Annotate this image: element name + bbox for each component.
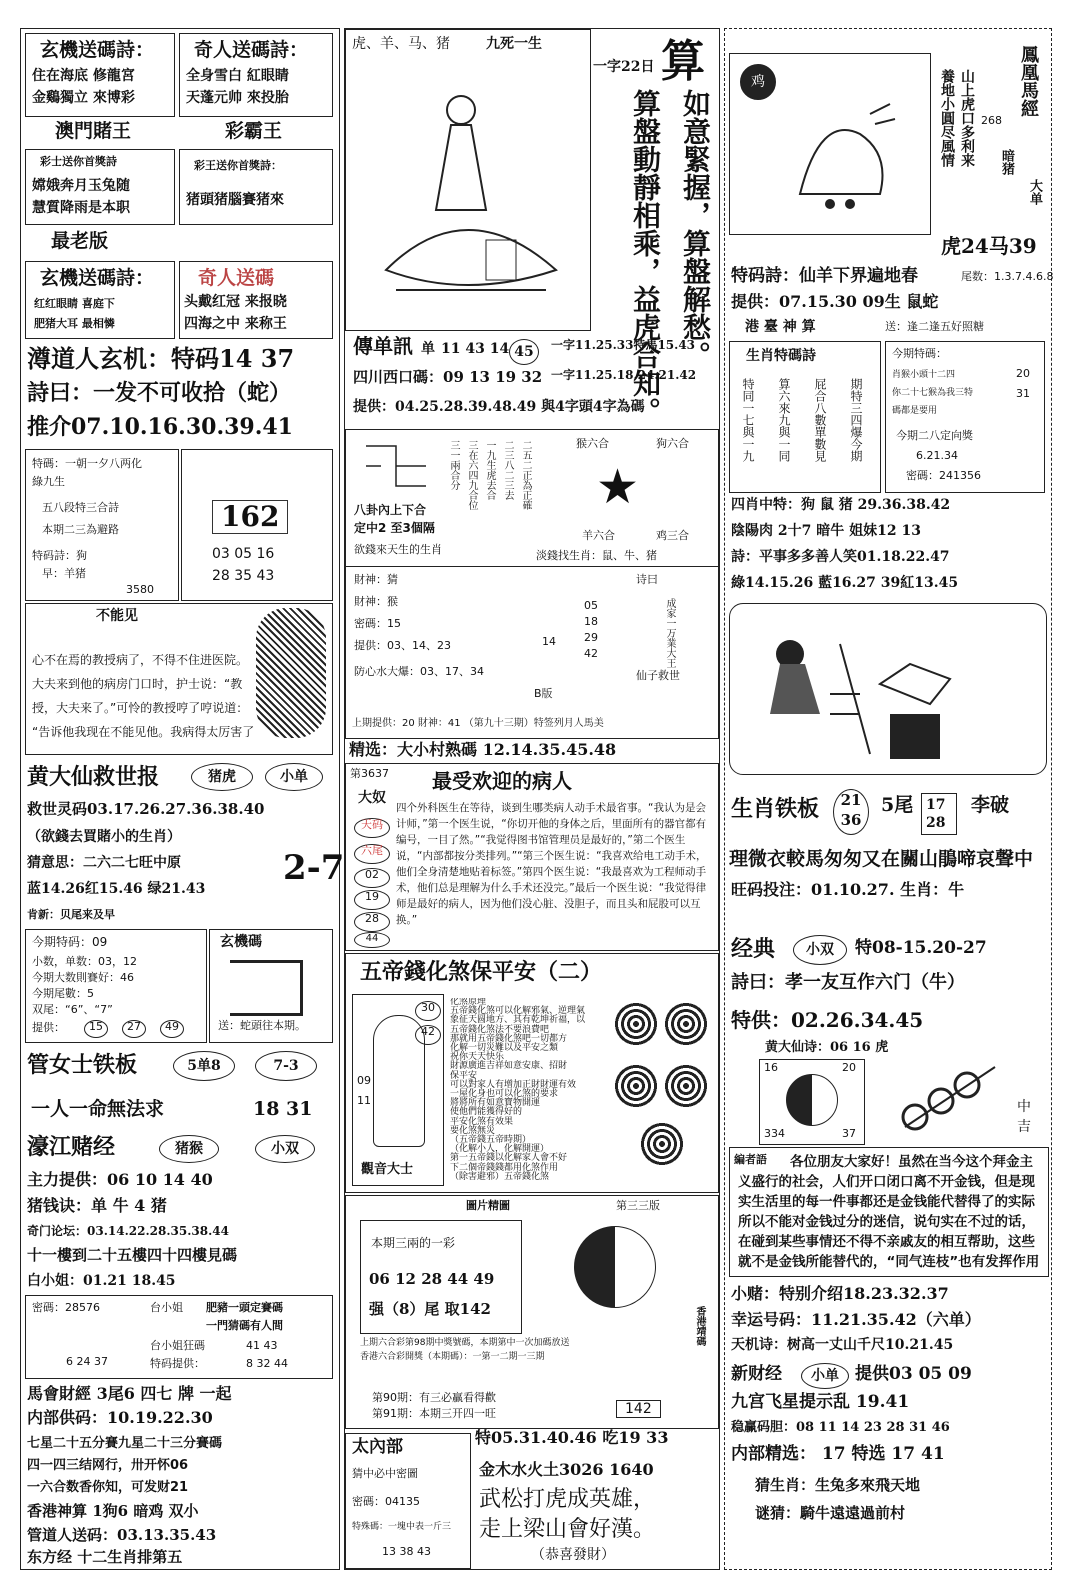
jinqi-title: 今期特码：09 — [32, 935, 108, 949]
jingdian-line3: 黄大仙诗：06 16 虎 — [765, 1040, 889, 1055]
coin-image-4 — [664, 1064, 708, 1108]
story-title: 不能见 — [96, 608, 138, 624]
coin-image-3 — [614, 1064, 658, 1108]
top-right-label: 猴六合 — [576, 437, 609, 450]
nvshi-badge-3: 猪猴 — [159, 1135, 219, 1163]
four-l3: 詩：平事多多善人笑01.18.22.47 — [731, 549, 950, 565]
rooster-image-box — [729, 53, 931, 235]
taiyu-blessing: （恭喜發財） — [531, 1547, 615, 1563]
jingdian-line2: 特供：02.26.34.45 — [731, 1008, 924, 1032]
right-big: 大单 — [1027, 179, 1042, 205]
monk-drawing — [750, 624, 1030, 764]
jinqi-line3: 今期尾數：5 — [32, 987, 94, 1000]
daoren-line1: 澊道人玄机：特码14 37 — [27, 344, 295, 373]
jingdian-line1: 詩曰：孝一友互作六门（牛） — [731, 972, 965, 993]
wudi-line: （五帝錢五帝時期） — [450, 1135, 532, 1146]
taiyu-right-2: 武松打虎成英雄， — [479, 1487, 656, 1512]
wudi-line: 財源廣進吉祥如意安康、招財 — [450, 1061, 568, 1072]
xuanji-glyph — [230, 960, 303, 1016]
jingxuan-para: 四个外科医生在等待，谈到生哪类病人动手术最省事。“我认为是会计师，”第一个医生说，“你切开他的身体之后，里面所有的器官都有编号，一目了然。”“我觉得图书馆管理员是最好的，”第二个医生说，“内部都按分类排列。”“第三个医生说：“我喜欢给电工动手术，他们全身清楚地贴着标签。”第四个医生说：“我最喜欢为工程师动手术，他们总是理解为什么手术还没完。”最后一个医生说：“我觉得律师是最好的病人，因为他们没心脏、没胆子，而且头和屁股可以互换。” — [396, 802, 707, 926]
bottom-l1: 馬會財經 3尾6 四七 牌 一起 — [27, 1384, 232, 1403]
poem-box-1 — [25, 33, 175, 117]
huang-num: 2-7 — [283, 848, 345, 888]
gold-2: 吉 — [1017, 1119, 1031, 1135]
rb-l3: 天机诗：树高一丈山千尺10.21.45 — [731, 1337, 954, 1353]
wudi-line: 象征天圆地方、其有乾坤祈福，以 — [450, 1015, 586, 1026]
poem-box-6 — [179, 261, 333, 339]
tieban-n3: 17 28 — [921, 793, 957, 835]
jq-n1: 20 — [1016, 367, 1030, 380]
bottom-l3: 七星二十五分賽九星二十三分賽碼 — [27, 1436, 223, 1451]
coin-image-1 — [614, 1002, 658, 1046]
yin-yang-dial-icon — [786, 1074, 838, 1126]
huang-line6: 肯新：贝尾来及早 — [27, 908, 115, 921]
wudi-line: 化解一切災難以及平安之類 — [450, 1043, 559, 1054]
lower-bot-right: 142 — [616, 1400, 661, 1418]
huang-title: 黄大仙救世报 — [27, 764, 160, 790]
pet-poem-2: 早：羊猪 — [42, 567, 86, 580]
sx-col-4: 期特三四爆今期 — [849, 378, 863, 462]
poem-2-title: 奇人送碼詩： — [194, 39, 309, 61]
poem-1-line1: 住在海底 修龍宮 — [32, 68, 135, 84]
tieban-title: 生肖铁板 — [731, 796, 820, 822]
poem-1-line2: 金鷄獨立 來博彩 — [32, 90, 135, 106]
wudi-line: 祝你天天快乐 — [450, 1052, 505, 1063]
bottom-l2: 内部供码：10.19.22.30 — [27, 1408, 213, 1427]
nvshi-badge-2: 7-3 — [255, 1051, 317, 1081]
jx-row-5: 44 — [354, 932, 390, 948]
huang-badge-2: 小单 — [265, 763, 323, 791]
fortune-dial-box — [759, 1059, 865, 1145]
tieban-n1: 21 36 — [833, 789, 869, 835]
grid-c1-0: 財神：猜 — [354, 573, 398, 586]
tieban-n2: 5尾 — [881, 794, 914, 816]
jq-line1: 肖猴小頭十二四 — [892, 370, 956, 380]
nvshi-line3: 主力提供：06 10 14 40 — [27, 1170, 213, 1189]
nvshi-line4: 猪钱诀：单 牛 4 猪 — [27, 1196, 167, 1215]
jingxuan-big: 大奴 — [358, 790, 386, 806]
numbers-line: 3580 — [126, 583, 154, 596]
right-column — [724, 28, 1052, 1570]
taiyu-left-box — [345, 1433, 471, 1569]
lower-note-1: 上期六合彩第98期中獎號碼，本期第中一次加碼放送 — [360, 1338, 570, 1348]
poem-3-line1: 嫦娥奔月玉兔随 — [32, 178, 130, 194]
bottom-note: 淡錢找生肖：鼠、牛、猪 — [536, 549, 657, 562]
sx-col-2: 算六來九與一同 — [777, 378, 791, 462]
dial-3: 37 — [842, 1127, 856, 1140]
lower-hdr-2: 第三三版 — [616, 1199, 660, 1212]
jx-row-1: 六尾 — [354, 844, 390, 864]
jingdian-special: 特08-15.20-27 — [855, 938, 987, 958]
sx-col-3: 屁合八數單數見 — [813, 378, 827, 462]
right-top-num: 268 — [981, 114, 1002, 127]
guanyin-side-1: 09 — [357, 1074, 371, 1087]
four-l4: 綠14.15.26 藍16.27 39紅13.45 — [731, 575, 959, 591]
lower-hdr-1: 圖片精圖 — [466, 1199, 510, 1212]
xuanji-box — [209, 929, 333, 1043]
star-icon: ★ — [596, 459, 640, 515]
poem-5-title: 玄機送碼詩： — [40, 267, 155, 289]
jq-line3: 碼都是要用 — [892, 406, 938, 416]
nvshi-line6: 十一樓到二十五樓四十四樓見碼 — [27, 1246, 238, 1264]
date-label: 一字22日 — [593, 59, 655, 75]
professor-portrait-image — [256, 608, 326, 738]
period-note: 本期二三為避路 — [42, 523, 119, 536]
guanyin-badge-1: 30 — [415, 1001, 441, 1021]
mini-r1a: 密碼：28576 — [32, 1301, 100, 1314]
jinqi-provide: 提供： — [32, 1021, 65, 1034]
monk-image-box — [729, 603, 1047, 775]
poem-4-line1: 猪頭猪腦賽猪來 — [186, 192, 284, 208]
jingxuan-heading: 最受欢迎的病人 — [432, 769, 572, 793]
grid-num-1: 18 — [584, 615, 598, 628]
danshu-line2: 四川西口碼：09 13 19 32 — [353, 368, 543, 386]
rb-l9: 谜猜：騎牛遠遠過前村 — [755, 1504, 906, 1522]
nvshi-line1: 一人一命無法求 — [31, 1098, 165, 1120]
vcol-2: 三在六四九合位 — [466, 440, 477, 510]
special-line2: 綠九生 — [32, 475, 65, 488]
yin-yang-icon — [574, 1226, 656, 1308]
mini-r2c: 41 43 — [246, 1339, 278, 1352]
dial-1: 20 — [842, 1061, 856, 1074]
danshu-right1: 一字11.25.33特馬15.43 — [551, 338, 696, 352]
poem-6-line2: 四海之中 来称王 — [184, 316, 287, 332]
danshu-line3: 提供：04.25.28.39.48.49 與4字頭4字為碼 — [353, 399, 645, 415]
tieban-n4: 李破 — [971, 794, 1010, 816]
poem-6-line1: 头戴红冠 来报晓 — [184, 294, 287, 310]
nvshi-num: 18 31 — [253, 1098, 313, 1120]
rb-l4b: 小单 — [801, 1363, 849, 1389]
poem-3-line2: 慧質降雨是本职 — [32, 200, 130, 216]
wudi-line: 可以對家人有增加正財財運有效 — [450, 1079, 577, 1090]
nine-death-title: 九死一生 — [486, 36, 542, 52]
pet-poem: 特码詩：狗 — [32, 549, 87, 562]
nvshi-line7: 白小姐：01.21 18.45 — [27, 1273, 176, 1289]
ji-character: 算 — [661, 36, 705, 87]
wudi-line: 保平安 — [450, 1070, 478, 1081]
grid-num-0: 05 — [584, 599, 598, 612]
daoren-line2: 詩曰：一发不可收拾（蛇） — [27, 380, 292, 406]
jq-line5: 6.21.34 — [916, 449, 958, 462]
sx-col-1: 特同一七與一九 — [741, 378, 755, 462]
jinqi-p3: 49 — [160, 1020, 184, 1038]
bottom-l6: 香港神算 1狗6 暗鸡 双小 — [27, 1502, 199, 1520]
tieban-line1: 理微衣較馬匆匆又在關山鵑啼哀聲中 — [729, 848, 1034, 870]
huang-line3: （欲錢去買賭小的生肖） — [27, 829, 181, 845]
wudi-line: 五帝錢化煞可以化解邪氣、逆理氣 — [450, 1006, 586, 1017]
bottom-l7: 管道人送码：03.13.35.43 — [27, 1526, 217, 1544]
jinqi-line2: 今期大数則賽好：46 — [32, 971, 134, 984]
poem-2-line2: 天蓬元帅 來投胎 — [186, 90, 289, 106]
poem-box-4 — [179, 149, 333, 225]
story-line2: 大夫来到他的病房门口时，护士说：“教 — [32, 677, 243, 691]
danshu-nums: 11 43 14 — [441, 341, 510, 357]
story-line3: 授，大夫来了。”可怜的教授哼了哼说道： — [32, 701, 249, 715]
bagua-flow-diagram — [356, 436, 446, 496]
lower-line2: 强（8）尾 取142 — [369, 1300, 491, 1318]
jq-line4: 今期二八定向獎 — [896, 429, 973, 442]
mini-r3a: 6 24 37 — [66, 1355, 108, 1368]
huang-line2: 救世灵码03.17.26.27.36.38.40 — [27, 800, 265, 818]
right-tag: 暗猪 — [999, 149, 1014, 175]
rb-l2: 幸运号码：11.21.35.42（六单） — [731, 1310, 981, 1329]
grid-c1-4: 防心水大爆：03、17、34 — [354, 665, 484, 678]
rb-l4c: 提供03 05 09 — [855, 1364, 972, 1384]
coin-image-5 — [640, 1122, 684, 1166]
grid-b-label: B版 — [534, 687, 553, 700]
rb-l5: 九宫飞星提示乱 19.41 — [731, 1392, 910, 1412]
taiyu-special: 特05.31.40.46 吃19 33 — [475, 1428, 669, 1447]
danshu-right2: 一字11.25.18.24.21.42 — [551, 368, 697, 382]
coin-image-2 — [664, 1002, 708, 1046]
mini-r1b: 台小姐 — [150, 1301, 183, 1314]
bot-right-label-2: 鸡三合 — [656, 529, 689, 542]
diagram-left-1: 八卦內上下合 — [354, 503, 427, 517]
wudi-line: 五帝錢化煞法不要浪費吧 — [450, 1024, 550, 1035]
jq-line2: 你二十七猴為我三特 — [892, 388, 974, 398]
right-vert-2: 成家一万業大王 — [664, 598, 675, 668]
mini-r3c: 8 32 44 — [246, 1357, 288, 1370]
jingxuan-title: 精选：大小村熟碼 12.14.35.45.48 — [349, 740, 617, 759]
rooster-drawing — [780, 94, 900, 214]
rb-l7: 内部精选： 17 特选 17 41 — [731, 1444, 945, 1464]
lower-poem: 本期三兩的一彩 — [371, 1236, 456, 1250]
huang-line4: 猜意思：二六二七旺中原 — [27, 855, 181, 871]
sx-title: 生肖特碼詩 — [746, 348, 816, 364]
jinqi-line1: 小数，单数：03，12 — [32, 955, 137, 968]
poem-1-title: 玄機送碼詩： — [40, 39, 155, 61]
zodiac-line: 虎、羊、马、猪 — [352, 36, 450, 52]
rooster-label: 鸡 — [740, 64, 776, 100]
wudi-line: 那就用五帝錢化煞吧一切都方 — [450, 1033, 568, 1044]
nvshi-line5: 奇门论坛：03.14.22.28.35.38.44 — [27, 1224, 229, 1238]
wudi-line: 使他們能獲得好的 — [450, 1107, 523, 1118]
poem-box-3 — [25, 149, 175, 225]
jinqi-right-box — [885, 341, 1045, 493]
taiyu-code: 密碼：04135 — [352, 1495, 420, 1508]
story-line4: “告诉他我现在不能见他。我病得太厉害了 — [32, 725, 255, 739]
grid-c1-2: 密碼：15 — [354, 617, 401, 630]
gold-1: 中 — [1017, 1099, 1031, 1115]
number-row-1: 03 05 16 — [212, 546, 275, 562]
nvshi-title: 管女士铁板 — [27, 1052, 138, 1078]
lower-side: 香港靖碼 — [694, 1306, 705, 1346]
poem-box-2 — [179, 33, 333, 117]
jinqi-line4: 双尾：“6”、“7” — [32, 1003, 113, 1016]
huang-badge-1: 猪虎 — [191, 763, 253, 791]
taiyu-right-3: 走上梁山會好漢。 — [479, 1517, 656, 1542]
mini-table — [25, 1295, 333, 1379]
grid-num-4: 14 — [542, 635, 556, 648]
taiyu-left-line: 猜中必中密圖 — [352, 1467, 418, 1480]
wudi-line: （化解小人，化解開運） — [450, 1144, 550, 1155]
special-line1: 特碼：一朝一夕八两化 — [32, 457, 142, 470]
bagua-diagram-box — [345, 429, 719, 739]
wudi-title: 五帝錢化煞保平安（二） — [360, 960, 603, 985]
bottom-l5: 一六合数香你知，可发财21 — [27, 1480, 189, 1495]
vcol-5: 二五二正為正確 — [520, 440, 531, 510]
guanyin-side-2: 11 — [357, 1094, 371, 1107]
jingxuan-box — [345, 763, 719, 951]
right-provide: 提供：07.15.30 09生 鼠蛇 — [731, 292, 939, 311]
vcol-3: 一九生虎去合 — [484, 440, 495, 500]
story-line1: 心不在焉的教授病了，不得不住进医院。 — [32, 653, 249, 667]
big-number: 162 — [212, 500, 288, 534]
wudi-lines — [450, 998, 610, 1184]
rb-l6: 稳赢码胆：08 11 14 23 28 31 46 — [731, 1420, 950, 1435]
jq-n2: 31 — [1016, 387, 1030, 400]
notice-box — [729, 1147, 1049, 1277]
poem-right-1: 如意緊握，算盤解愁。 — [679, 89, 712, 369]
zodiac-poem-box — [729, 341, 881, 493]
right-poem-2: 養地小圓尽風情 — [939, 69, 955, 167]
mini-r1c: 肥豬一頭定賽碼 — [206, 1301, 283, 1314]
mini-r2a: 一門猜碼有人間 — [206, 1319, 283, 1332]
jx-row-2: 02 — [354, 868, 390, 888]
taiyu-title: 太內部 — [352, 1437, 403, 1457]
danshu-title: 傳单訊 — [353, 334, 413, 358]
rb-l4a: 新财经 — [731, 1364, 782, 1384]
poem-3-sub: 彩士送你首獎詩 — [40, 155, 117, 168]
jq-line6: 密碼：241356 — [906, 469, 981, 482]
xuanji-note: 送：蛇頭往本期。 — [218, 1019, 306, 1032]
left-column — [20, 28, 345, 1570]
nvshi-badge-1: 5单8 — [173, 1051, 235, 1081]
grid-c1-1: 財神：猴 — [354, 595, 398, 608]
wudi-line: 一屋化身也可以化煞的要求 — [450, 1089, 559, 1100]
vcol-1: 三一兩合分 — [448, 440, 459, 490]
nvshi-line2: 濠江赌经 — [27, 1134, 116, 1160]
jingdian-title: 经典 — [731, 936, 776, 962]
top-right-label-2: 狗六合 — [656, 437, 689, 450]
right-poem2: 特码詩：仙羊下界遍地春 — [731, 266, 918, 286]
wudi-line: 化煞原理 — [450, 998, 487, 1007]
jingdian-badge: 小双 — [793, 935, 847, 965]
guanyin-caption: 觀音大士 — [361, 1162, 414, 1177]
lottery-king-title: 彩霸王 — [225, 120, 283, 142]
wudi-line: 下二個帝錢錢都用化煞作用 — [450, 1162, 559, 1173]
jx-row-0: 天码 — [354, 818, 390, 838]
wudi-line: 要化煞無災 — [450, 1125, 496, 1136]
taiyu-right-1: 金木水火土3026 1640 — [479, 1460, 654, 1479]
poem-5-line2: 肥猪大耳 最相憐 — [34, 317, 115, 330]
lower-note-2: 香港六合彩開獎（本期碼）：一第一二期一三期 — [360, 1352, 545, 1362]
poem-2-line1: 全身雪白 紅眼睛 — [186, 68, 289, 84]
middle-column — [344, 28, 720, 1570]
wudi-box — [345, 953, 719, 1193]
jx-row-3: 19 — [354, 890, 390, 910]
four-l2: 陰陽肉 2十7 暗牛 姐妹12 13 — [731, 523, 921, 539]
right-vert-3: 仙子救世 — [636, 669, 680, 682]
bot-right-label: 羊六合 — [582, 529, 615, 542]
guanyin-badge-2: 42 — [415, 1025, 441, 1045]
daoren-line3: 推介07.10.16.30.39.41 — [27, 414, 293, 440]
poem-5-line1: 红红眼睛 喜庭下 — [34, 297, 115, 310]
jingxuan-num: 第3637 — [350, 767, 389, 780]
story-box — [25, 603, 333, 755]
mini-r2b: 台小姐狂碼 — [150, 1339, 205, 1352]
grid-c1-3: 提供：03、14、23 — [354, 639, 451, 652]
dial-0: 16 — [764, 1061, 778, 1074]
jinqi-p2: 27 — [122, 1020, 146, 1038]
phoenix-title: 鳳凰馬經 — [1018, 45, 1039, 117]
wudi-line: 將將所有如意寶物開運 — [450, 1098, 541, 1109]
poem-right-2: 算盤動靜相乘，益虎合知。 — [629, 89, 662, 425]
jinqi-p1: 15 — [84, 1020, 108, 1038]
grid-num-2: 29 — [584, 631, 598, 644]
special-code-box — [25, 449, 179, 601]
notice-label: 編者語 — [734, 1153, 767, 1166]
nvshi-badge-4: 小双 — [255, 1135, 315, 1163]
tieban-line2: 旺码投注：01.10.27. 生肖：牛 — [731, 880, 965, 899]
vcol-4: 二三八二三去 — [502, 440, 513, 500]
four-l1: 四肖中特：狗 鼠 猪 29.36.38.42 — [731, 497, 951, 513]
bottom-l8: 东方经 十二生肖排第五 — [27, 1548, 183, 1566]
jq-title: 今期特碼： — [892, 347, 947, 360]
wudi-line: 第一五帝錢以化解家人會不好 — [450, 1153, 568, 1164]
lower-bot-left-1: 第90期：有三必贏看得歡 — [372, 1391, 496, 1404]
jx-row-4: 28 — [354, 912, 390, 932]
fortune-image-box — [345, 29, 591, 331]
xuanji-title: 玄機碼 — [220, 934, 262, 950]
right-sub: 尾数：1.3.7.4.6.8 — [961, 270, 1054, 283]
divine-title: 港 臺 神 算 — [745, 319, 816, 335]
wudi-line: 平安化煞有效果 — [450, 1116, 514, 1127]
diagram-left-3: 欲錢來天生的生肖 — [354, 543, 442, 556]
taiyu-nums: 13 38 43 — [382, 1545, 431, 1558]
taiyu-note: 特殊碼：一塊中表一斤三 — [352, 1522, 452, 1532]
dial-2: 334 — [764, 1127, 785, 1140]
bottom-l4: 四一四三结网行，卅开怀06 — [27, 1458, 189, 1473]
lower-nums: 06 12 28 44 49 — [369, 1270, 495, 1288]
diagram-left-2: 定中2 至3個隔 — [354, 521, 435, 535]
woman-riding-creature-image — [366, 70, 566, 310]
five-four-poem: 五八段特三合詩 — [42, 501, 119, 514]
guanyin-image-box — [352, 994, 444, 1186]
animal-line: 虎24马39 — [941, 234, 1037, 258]
mini-r3b: 特码提供： — [150, 1357, 205, 1370]
lower-box — [345, 1195, 719, 1429]
oldest-edition: 最老版 — [51, 230, 109, 252]
big-number-box — [181, 449, 333, 601]
right-poem-1: 山上虎口多利来 — [959, 69, 975, 167]
lower-poem-box — [360, 1220, 522, 1334]
rb-l8: 猜生肖：生兔多來飛天地 — [755, 1476, 921, 1494]
diagram-foot: 上期提供：20 財神：41 （第九十三期）特签列月人馬美 — [352, 718, 604, 729]
wudi-line: （除害避邪）五帝錢化煞 — [450, 1171, 550, 1182]
right-vert-1: 诗曰 — [636, 573, 658, 586]
poem-4-sub: 彩王送你首獎詩： — [194, 159, 282, 172]
poem-6-title: 奇人送碼 — [198, 267, 275, 289]
jinqi-box — [25, 929, 207, 1043]
rb-l1: 小赌：特别介绍18.23.32.37 — [731, 1284, 949, 1303]
coin-string-icon — [895, 1057, 1005, 1137]
divine-sub: 送：逢二逢五好照糖 — [885, 320, 984, 333]
number-row-2: 28 35 43 — [212, 568, 275, 584]
grid-num-3: 42 — [584, 647, 598, 660]
huang-line5: 蓝14.26红15.46 绿21.43 — [27, 881, 206, 897]
macau-gambler-title: 澳門賭王 — [55, 120, 132, 142]
danshu-badge: 45 — [509, 339, 539, 365]
poem-box-5 — [25, 261, 175, 339]
lower-bot-left-2: 第91期：本期三开四一旺 — [372, 1407, 496, 1420]
danshu-label: 单 — [421, 341, 435, 357]
notice-text: 各位朋友大家好！虽然在当今这个拜金主义盛行的社会，人们开口闭口离不开金钱，但是现实生活里的每一件事都还是金钱能代替得了的实际所以不能对金钱过分的迷信，说句实在不过的话，在碰到某些事情还不得不亲戚友的相互帮助，这些就不是金钱所能替代的，“同气连枝”也有发挥作用 — [738, 1154, 1040, 1270]
